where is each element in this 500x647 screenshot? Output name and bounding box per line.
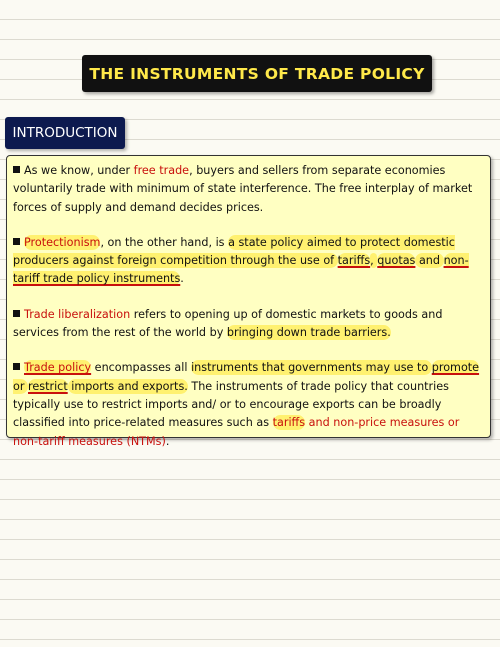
term-trade-policy: Trade policy: [24, 361, 92, 375]
term-tariffs: tariffs: [272, 416, 306, 430]
text-segment: ,: [370, 254, 378, 268]
paragraph-protectionism: [13, 234, 485, 289]
highlight-segment: bringing down trade barriers.: [226, 326, 391, 340]
text-segment: As we know, under: [24, 164, 134, 177]
paragraph-trade-policy: [13, 359, 485, 450]
bullet-square-icon: [13, 363, 20, 370]
highlight-segment: instruments that governments may use to: [191, 361, 432, 375]
section-label: INTRODUCTION: [12, 125, 118, 141]
bullet-square-icon: [13, 166, 20, 173]
text-segment: or: [13, 379, 29, 393]
term-non-price-measures: and non-price measures or non-tariff measures (NTMs): [13, 416, 460, 448]
term-protectionism: Protectionism: [24, 235, 101, 249]
term-free-trade: free trade: [133, 164, 190, 177]
paragraph-trade-liberalization: [13, 306, 485, 343]
term-non-tariff-instruments: non-tariff trade policy instruments: [13, 254, 469, 286]
term-quotas: quotas: [377, 254, 416, 268]
highlight-segment: a state policy aimed to protect domestic producers against foreign competition through the use of: [13, 235, 455, 268]
content-box: [6, 155, 491, 448]
text-segment: encompasses all: [91, 361, 192, 375]
text-segment: and: [415, 254, 444, 268]
paragraph-free-trade: [13, 162, 485, 217]
bullet-square-icon: [13, 238, 20, 245]
text-segment: .: [180, 272, 184, 286]
title-banner: [82, 55, 432, 92]
highlight-segment: imports and exports.: [67, 379, 188, 393]
text-segment: .: [165, 434, 170, 448]
term-restrict: restrict: [28, 379, 68, 393]
term-tariffs: tariffs: [337, 254, 371, 268]
page-title: THE INSTRUMENTS OF TRADE POLICY: [89, 64, 425, 83]
section-label-box: [5, 117, 125, 149]
text-segment: The instruments of trade policy that countries typically use to restrict imports and/ or to encourage exports can be broadly classified into price-related measures such as: [13, 379, 449, 430]
term-trade-liberalization: Trade liberalization: [24, 307, 131, 321]
text-segment: refers to opening up of domestic markets to goods and services from the rest of the world by: [13, 307, 443, 340]
bullet-square-icon: [13, 310, 20, 317]
term-promote: promote: [431, 361, 480, 375]
text-segment: , buyers and sellers from separate economies voluntarily trade with minimum of state interference. The free interplay of market forces of supply and demand decides prices.: [13, 164, 473, 214]
text-segment: , on the other hand, is: [100, 235, 229, 249]
